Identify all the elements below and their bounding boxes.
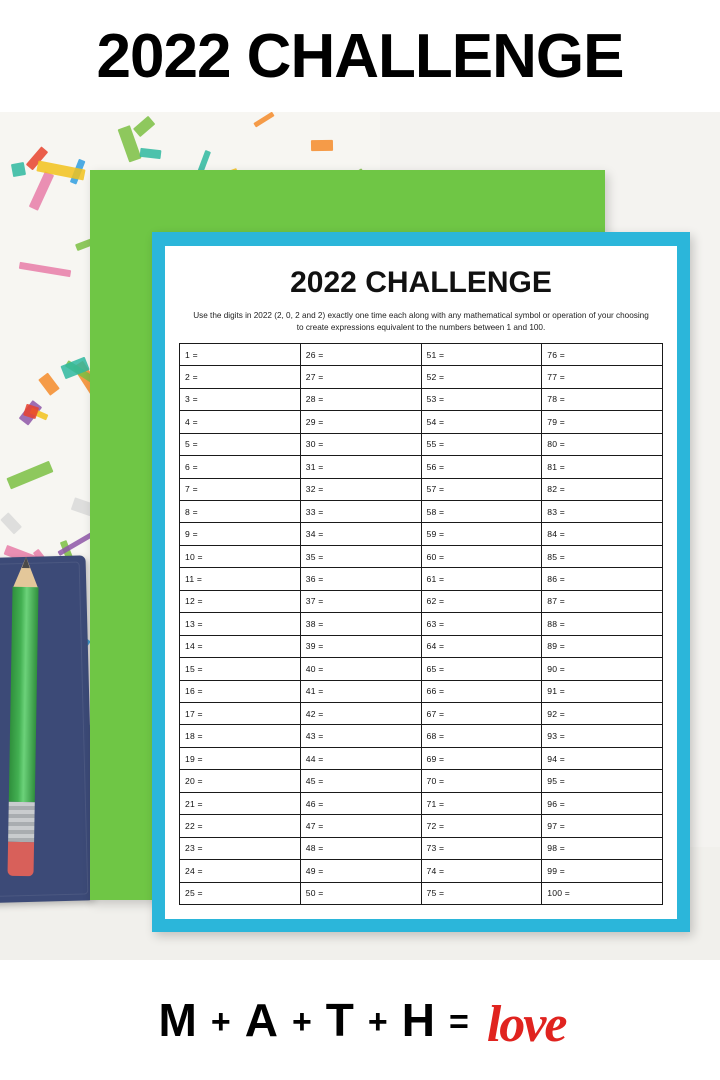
answer-cell[interactable]: 93 =: [542, 725, 662, 747]
worksheet-instructions: Use the digits in 2022 (2, 0, 2 and 2) exactly one time each along with any mathematical symbol or operation of your choosing to create expressions equivalent to the numbers between 1 and 100.: [193, 311, 649, 332]
answer-cell[interactable]: 48 =: [301, 838, 421, 860]
answer-cell[interactable]: 71 =: [422, 793, 542, 815]
answer-cell[interactable]: 69 =: [422, 748, 542, 770]
answer-cell[interactable]: 51 =: [422, 344, 542, 366]
answer-cell[interactable]: 29 =: [301, 411, 421, 433]
answer-cell[interactable]: 22 =: [180, 815, 300, 837]
pencil-ferrule: [8, 802, 35, 842]
answer-cell[interactable]: 64 =: [422, 636, 542, 658]
answer-column: [301, 344, 422, 904]
answer-cell[interactable]: 33 =: [301, 501, 421, 523]
answer-cell[interactable]: 28 =: [301, 389, 421, 411]
answer-cell[interactable]: 23 =: [180, 838, 300, 860]
answer-cell[interactable]: 70 =: [422, 770, 542, 792]
confetti-piece: [11, 162, 27, 177]
answer-cell[interactable]: 32 =: [301, 479, 421, 501]
answer-column: [422, 344, 543, 904]
answer-cell[interactable]: 2 =: [180, 366, 300, 388]
answer-cell[interactable]: 59 =: [422, 523, 542, 545]
banner-operator: +: [367, 1002, 388, 1041]
answer-cell[interactable]: 85 =: [542, 546, 662, 568]
confetti-piece: [6, 460, 54, 489]
answer-cell[interactable]: 52 =: [422, 366, 542, 388]
answer-cell[interactable]: 75 =: [426, 888, 445, 899]
answer-cell[interactable]: 12 =: [180, 591, 300, 613]
answer-cell[interactable]: 10 =: [180, 546, 300, 568]
answer-cell[interactable]: 1 =: [180, 344, 300, 366]
answer-cell[interactable]: 68 =: [422, 725, 542, 747]
answer-cell[interactable]: 45 =: [301, 770, 421, 792]
answer-cell[interactable]: 24 =: [180, 860, 300, 882]
answer-cell[interactable]: 83 =: [542, 501, 662, 523]
answer-cell[interactable]: 49 =: [301, 860, 421, 882]
answer-cell[interactable]: 77 =: [542, 366, 662, 388]
answer-cell[interactable]: 25 =: [185, 888, 203, 899]
answer-cell[interactable]: 60 =: [422, 546, 542, 568]
answer-cell[interactable]: 55 =: [422, 434, 542, 456]
answer-cell[interactable]: 67 =: [422, 703, 542, 725]
banner-letter: M: [158, 994, 197, 1046]
answer-cell[interactable]: 17 =: [180, 703, 300, 725]
answer-cell[interactable]: 6 =: [180, 456, 300, 478]
answer-cell[interactable]: 97 =: [542, 815, 662, 837]
answer-cell[interactable]: 80 =: [542, 434, 662, 456]
answer-cell[interactable]: 98 =: [542, 838, 662, 860]
confetti-piece: [38, 373, 60, 396]
banner-operator: =: [449, 1002, 469, 1041]
confetti-piece: [254, 112, 276, 127]
answer-cell[interactable]: 78 =: [542, 389, 662, 411]
answer-cell[interactable]: 62 =: [422, 591, 542, 613]
answer-cell[interactable]: 91 =: [542, 681, 662, 703]
answer-cell[interactable]: 88 =: [542, 613, 662, 635]
answer-cell[interactable]: 18 =: [180, 725, 300, 747]
answer-cell[interactable]: 58 =: [422, 501, 542, 523]
answer-cell[interactable]: 41 =: [301, 681, 421, 703]
answer-cell[interactable]: 94 =: [542, 748, 662, 770]
answer-cell[interactable]: 46 =: [301, 793, 421, 815]
answer-cell[interactable]: 73 =: [422, 838, 542, 860]
banner-operator: +: [291, 1002, 312, 1041]
answer-cell[interactable]: 99 =: [542, 860, 662, 882]
answer-column: [542, 344, 662, 904]
banner-letter: H: [401, 994, 435, 1046]
answer-cell[interactable]: 81 =: [542, 456, 662, 478]
answer-cell[interactable]: 63 =: [422, 613, 542, 635]
answer-cell[interactable]: 95 =: [542, 770, 662, 792]
worksheet-printable: [152, 232, 690, 932]
answer-cell[interactable]: 4 =: [180, 411, 300, 433]
banner-operator: +: [210, 1002, 231, 1041]
answer-cell[interactable]: 40 =: [301, 658, 421, 680]
answer-cell[interactable]: 11 =: [180, 568, 300, 590]
worksheet-page: [165, 246, 677, 919]
answer-cell[interactable]: 8 =: [180, 501, 300, 523]
confetti-piece: [1, 513, 23, 536]
pencil-body: [9, 587, 39, 802]
answer-cell[interactable]: 26 =: [301, 344, 421, 366]
banner-letter: A: [244, 994, 278, 1046]
pencil-eraser: [7, 842, 34, 876]
answer-cell[interactable]: 84 =: [542, 523, 662, 545]
answer-cell[interactable]: 54 =: [422, 411, 542, 433]
answer-cell[interactable]: 3 =: [180, 389, 300, 411]
answer-cell[interactable]: 5 =: [180, 434, 300, 456]
answer-cell[interactable]: 79 =: [542, 411, 662, 433]
answer-grid: [179, 343, 663, 905]
answer-cell[interactable]: 7 =: [180, 479, 300, 501]
answer-cell[interactable]: 19 =: [180, 748, 300, 770]
answer-cell[interactable]: 56 =: [422, 456, 542, 478]
answer-cell[interactable]: 90 =: [542, 658, 662, 680]
answer-cell[interactable]: 65 =: [422, 658, 542, 680]
answer-cell[interactable]: 43 =: [301, 725, 421, 747]
answer-cell[interactable]: 76 =: [542, 344, 662, 366]
answer-column: [180, 344, 301, 904]
answer-cell[interactable]: 72 =: [422, 815, 542, 837]
answer-cell[interactable]: 66 =: [422, 681, 542, 703]
answer-cell[interactable]: 20 =: [180, 770, 300, 792]
banner-letter: T: [325, 994, 354, 1046]
answer-cell[interactable]: 89 =: [542, 636, 662, 658]
confetti-piece: [311, 140, 333, 151]
answer-cell[interactable]: 39 =: [301, 636, 421, 658]
answer-cell[interactable]: 35 =: [301, 546, 421, 568]
answer-cell[interactable]: 44 =: [301, 748, 421, 770]
worksheet-title: 2022 CHALLENGE: [290, 266, 552, 299]
answer-cell[interactable]: 96 =: [542, 793, 662, 815]
answer-cell[interactable]: 53 =: [422, 389, 542, 411]
answer-cell[interactable]: 15 =: [180, 658, 300, 680]
answer-cell[interactable]: 9 =: [180, 523, 300, 545]
answer-cell[interactable]: 21 =: [180, 793, 300, 815]
answer-cell[interactable]: 37 =: [301, 591, 421, 613]
bottom-branding-banner: [0, 960, 720, 1080]
answer-cell[interactable]: 82 =: [542, 479, 662, 501]
confetti-piece: [133, 116, 155, 137]
answer-cell[interactable]: 13 =: [180, 613, 300, 635]
confetti-piece: [29, 172, 54, 212]
pencil-lead: [22, 557, 30, 568]
answer-cell[interactable]: 47 =: [301, 815, 421, 837]
confetti-piece: [140, 148, 162, 160]
answer-cell[interactable]: 57 =: [422, 479, 542, 501]
confetti-piece: [18, 261, 70, 276]
answer-cell[interactable]: 86 =: [542, 568, 662, 590]
love-logo: love: [486, 995, 566, 1053]
answer-cell[interactable]: 100 =: [547, 888, 570, 899]
page-title: 2022 CHALLENGE: [96, 21, 624, 91]
answer-cell[interactable]: 50 =: [305, 888, 324, 899]
answer-cell[interactable]: 27 =: [301, 366, 421, 388]
answer-cell[interactable]: 61 =: [422, 568, 542, 590]
answer-cell[interactable]: 31 =: [301, 456, 421, 478]
answer-cell[interactable]: 42 =: [301, 703, 421, 725]
answer-cell[interactable]: 92 =: [542, 703, 662, 725]
answer-cell[interactable]: 30 =: [301, 434, 421, 456]
answer-cell[interactable]: 36 =: [301, 568, 421, 590]
answer-cell[interactable]: 38 =: [301, 613, 421, 635]
answer-cell[interactable]: 74 =: [422, 860, 542, 882]
answer-cell[interactable]: 87 =: [542, 591, 662, 613]
answer-cell[interactable]: 16 =: [180, 681, 300, 703]
photo-composite: [0, 112, 720, 960]
answer-cell[interactable]: 34 =: [301, 523, 421, 545]
answer-cell[interactable]: 14 =: [180, 636, 300, 658]
